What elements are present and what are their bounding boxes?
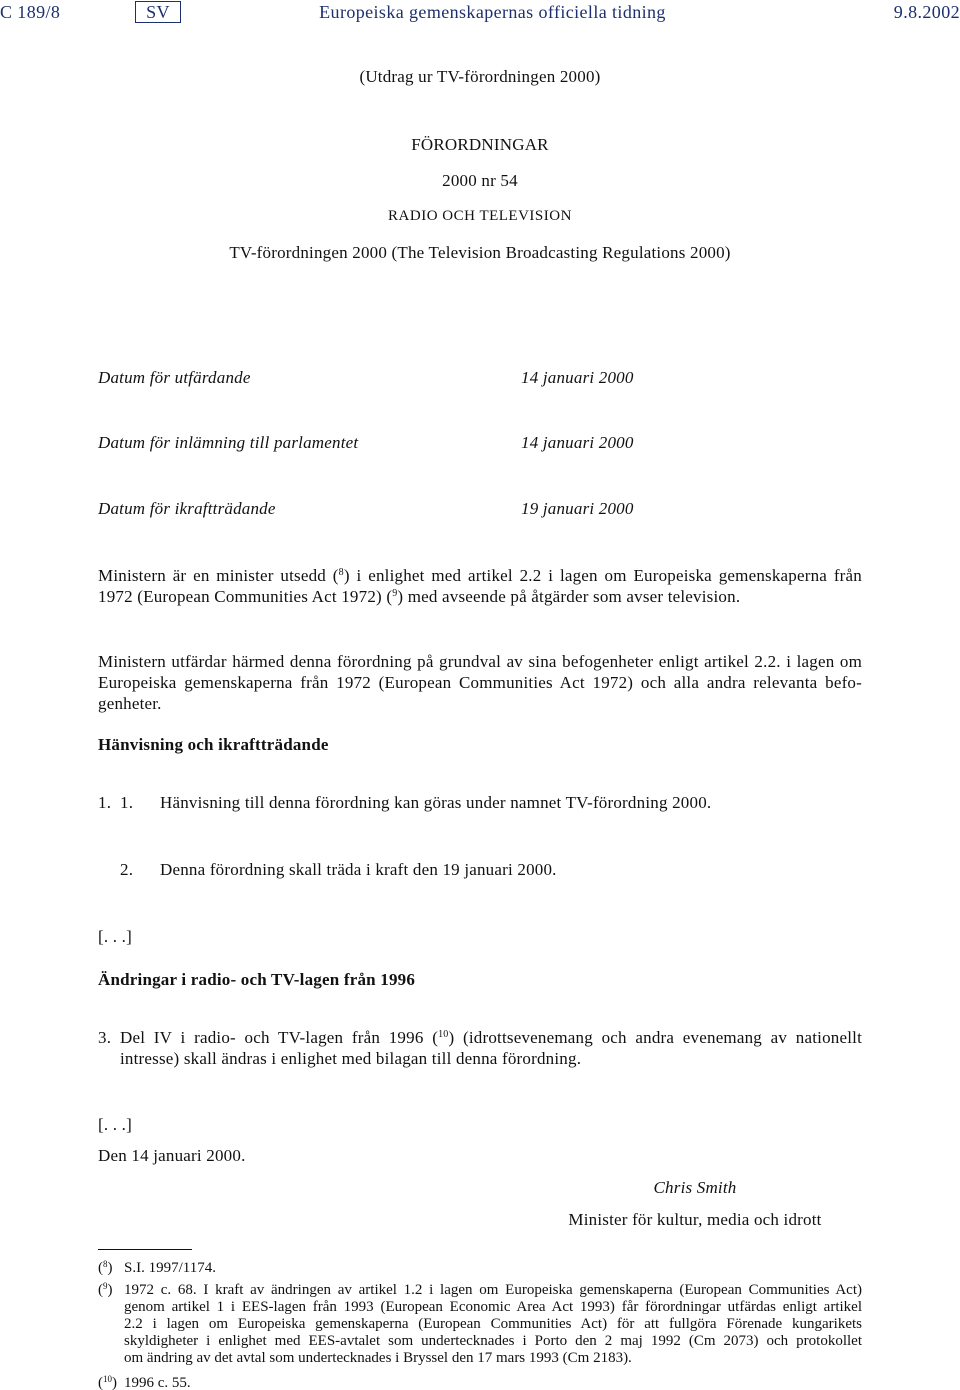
issue-number: C 189/8 [0,2,61,22]
subject-heading: RADIO OCH TELEVISION [388,208,572,224]
footnote-text: S.I. 1997/1174. [124,1260,216,1276]
omission-mark: [. . .] [98,1115,132,1134]
text-line [98,586,862,607]
footnote-number: 10 [103,1374,112,1384]
omission-mark: [. . .] [98,927,132,946]
footnote-separator [98,1249,192,1250]
date-value: 14 januari 2000 [521,368,634,387]
regulation-number: 2000 nr 54 [442,171,518,190]
footnote-label [98,1282,113,1299]
signatory-title: Minister för kultur, media och idrott [568,1210,822,1229]
text-line: genom artikel 1 i EES-lagen från 1993 (European Economic Area Act 1993) får förordningar utfärdas enligt artikel [124,1299,862,1315]
bracket: ( [98,1375,103,1390]
text-line [98,565,862,586]
footnote [98,1282,862,1367]
footnote-label [98,1260,113,1277]
paragraph-number: 1. [120,793,134,812]
journal-title: Europeiska gemenskapernas officiella tidning [319,2,666,22]
footnote-text [124,1282,862,1367]
paragraph-text: Hänvisning till denna förordning kan göras under namnet TV-förordning 2000. [160,793,712,812]
date-value: 19 januari 2000 [521,499,634,518]
regulation-title: TV-förordningen 2000 (The Television Broadcasting Regulations 2000) [229,243,731,262]
extract-note: (Utdrag ur TV-förordningen 2000) [359,67,601,86]
preamble-paragraph [98,651,862,714]
language-code-badge: SV [135,1,181,23]
footnote-reference: 10 [438,1029,449,1040]
article-paragraph [98,1027,862,1069]
footnote [98,1375,862,1390]
article-paragraph [98,792,862,813]
date-label: Datum för inlämning till parlamentet [98,433,359,452]
date-row [98,432,862,453]
text-line: 2.2 i lagen om Europeiska gemenskaperna (European Communities Act) för att fullgöra Förenade kungarikets [124,1316,862,1332]
footnote-reference: 8 [338,567,344,578]
footnote-label [98,1375,117,1390]
article-number: 3. [98,1028,112,1047]
date-row [98,498,862,519]
article-number: 1. [98,793,112,812]
text-line: Ministern utfärdar härmed denna förordning på grundval av sina befogenheter enligt artikel 2.2. i lagen om [98,652,862,671]
date-label: Datum för ikraftträdande [98,499,276,518]
text-line: om ändring av det avtal som undertecknades i Bryssel den 17 mars 1993 (Cm 2183). [124,1350,632,1366]
text-segment: 1972 (European Communities Act 1972) ( [98,587,393,606]
date-value: 14 januari 2000 [521,433,634,452]
bracket: ( [98,1260,103,1276]
footnote-number: 8 [103,1259,108,1269]
text-line: skyldigheter i enlighet med EES-avtalet som undertecknades i Porto den 2 maj 1992 (Cm 2073) och protokollet [124,1333,862,1349]
footnote-number: 9 [103,1281,108,1291]
footnote-text: 1996 c. 55. [124,1375,191,1390]
bracket: ) [107,1282,113,1298]
issue-date: 9.8.2002 [893,2,960,22]
section-subheading: Ändringar i radio- och TV-lagen från 1996 [98,970,416,989]
text-segment: ) i enlighet med artikel 2.2 i lagen om Europeiska gemenskaperna från [343,566,862,585]
paragraph-text: Denna förordning skall träda i kraft den 19 januari 2000. [160,860,557,879]
footnote-reference: 9 [392,588,398,599]
bracket: ) [107,1260,113,1276]
date-row [98,367,862,388]
preamble-paragraph [98,565,862,607]
signatory-name: Chris Smith [653,1178,737,1197]
date-label: Datum för utfärdande [98,368,251,387]
article-paragraph [98,859,862,880]
section-subheading: Hänvisning och ikraftträdande [98,735,329,754]
section-heading: FÖRORDNINGAR [411,135,549,154]
article-text [120,1027,862,1069]
text-segment: Del IV i radio- och TV-lagen från 1996 ( [120,1028,439,1047]
text-line: intresse) skall ändras i enlighet med bilagan till denna förordning. [120,1049,582,1068]
text-segment: Ministern är en minister utsedd ( [98,566,339,585]
text-line: genheter. [98,694,162,713]
text-segment: ) (idrottsevenemang och andra evenemang av nationellt [448,1028,862,1047]
bracket: ( [98,1282,103,1298]
paragraph-number: 2. [120,860,134,879]
text-line: 1972 c. 68. I kraft av ändringen av artikel 1.2 i lagen om Europeiska gemenskaperna (European Communities Act) [124,1282,862,1298]
text-segment: ) med avseende på åtgärder som avser television. [397,587,741,606]
text-line: Europeiska gemenskaperna från 1972 (European Communities Act 1972) och alla andra relevanta befo- [98,673,862,692]
text-line [120,1027,862,1048]
bracket: ) [112,1375,117,1390]
signing-date: Den 14 januari 2000. [98,1146,246,1165]
footnote [98,1260,862,1277]
